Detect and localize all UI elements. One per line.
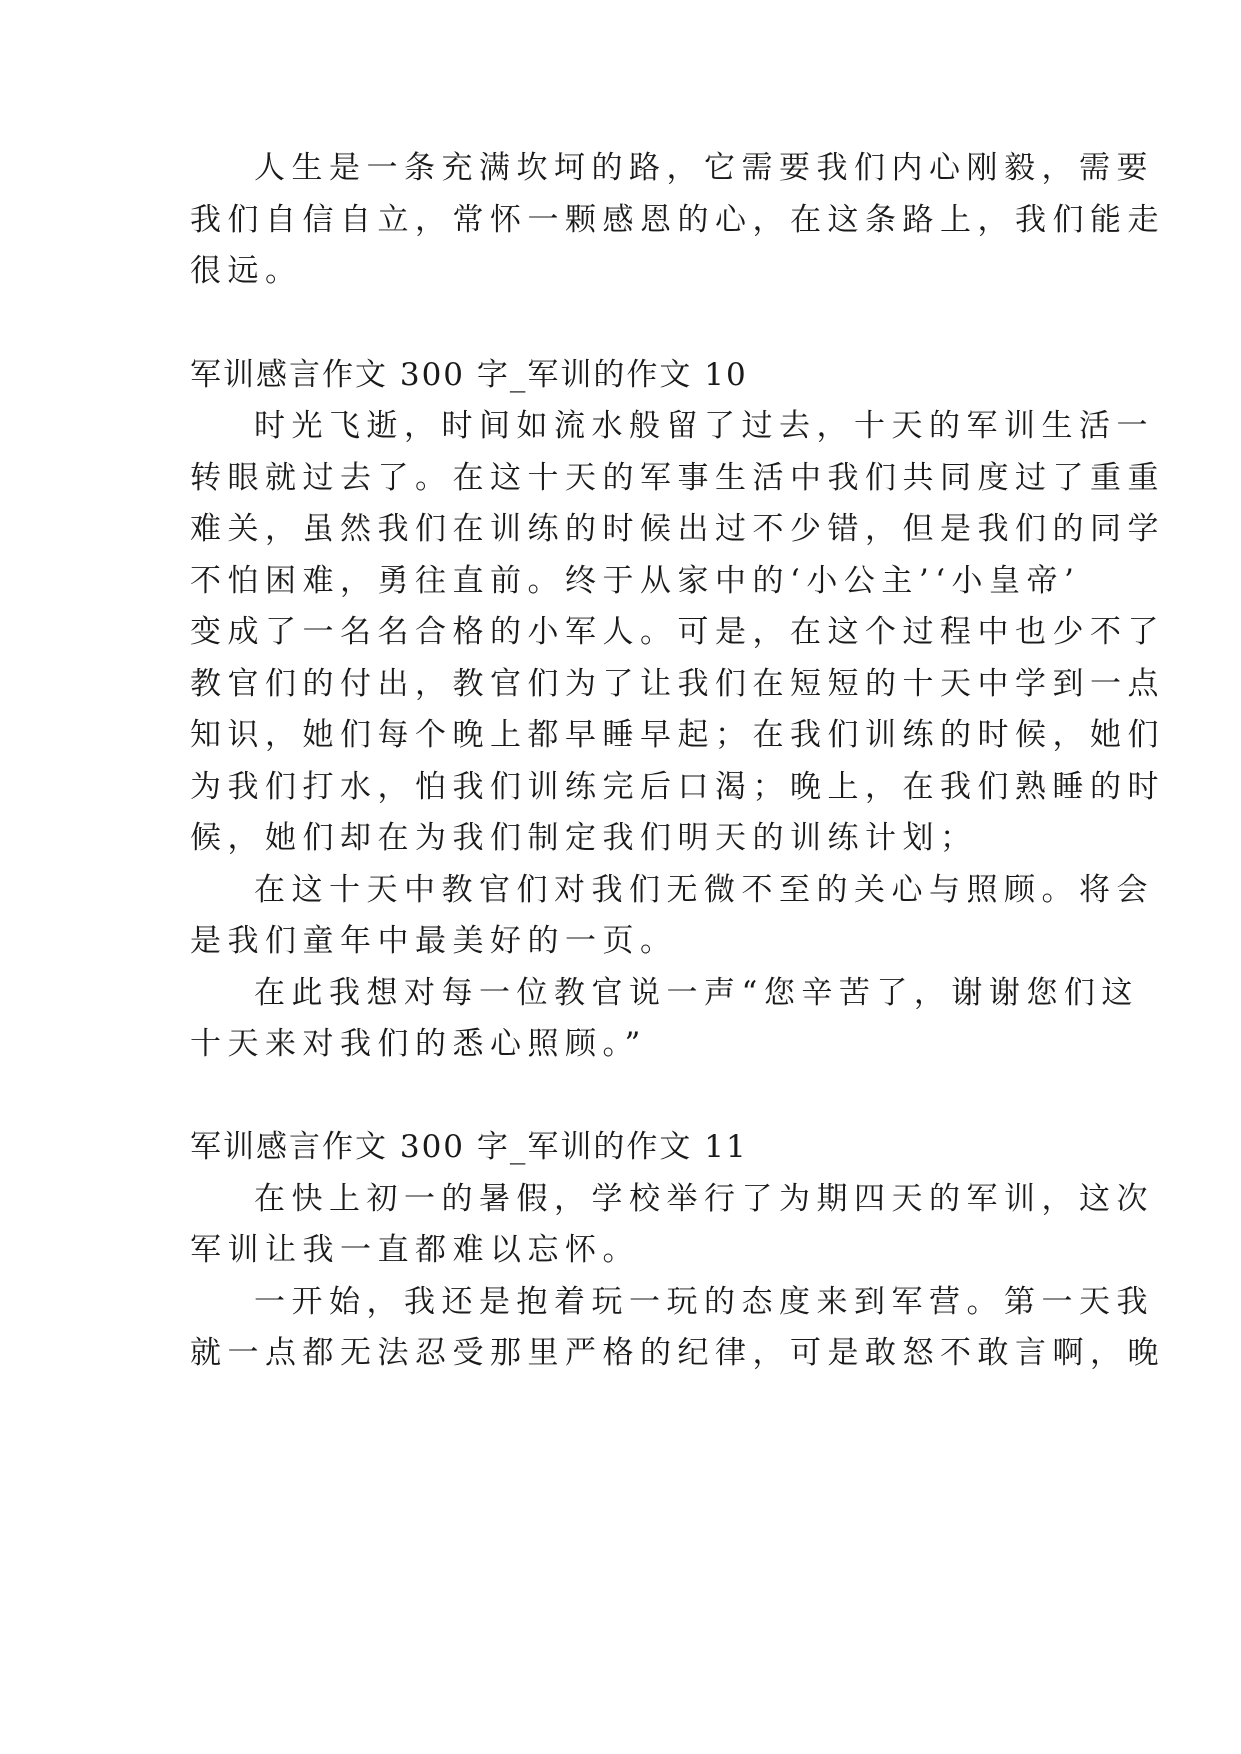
- section-heading: 军训感言作文 300 字_军训的作文 11: [190, 1129, 748, 1165]
- paragraph-line: 变成了一名名合格的小军人。可是，在这个过程中也少不了: [190, 614, 1165, 650]
- paragraph-line: 就一点都无法忍受那里严格的纪律，可是敢怒不敢言啊，晚: [190, 1335, 1165, 1371]
- paragraph-line: 为我们打水，怕我们训练完后口渴；晚上，在我们熟睡的时: [190, 769, 1165, 805]
- paragraph-line: 军训让我一直都难以忘怀。: [190, 1232, 640, 1268]
- paragraph-line: 一开始，我还是抱着玩一玩的态度来到军营。第一天我: [254, 1284, 1154, 1320]
- paragraph-line: 教官们的付出，教官们为了让我们在短短的十天中学到一点: [190, 666, 1165, 702]
- paragraph-line: 知识，她们每个晚上都早睡早起；在我们训练的时候，她们: [190, 717, 1165, 753]
- section-heading: 军训感言作文 300 字_军训的作文 10: [190, 357, 748, 393]
- paragraph-line: 转眼就过去了。在这十天的军事生活中我们共同度过了重重: [190, 460, 1165, 496]
- paragraph-line: 在这十天中教官们对我们无微不至的关心与照顾。将会: [254, 872, 1154, 908]
- paragraph-line: 很远。: [190, 253, 303, 289]
- paragraph-line: 在快上初一的暑假，学校举行了为期四天的军训，这次: [254, 1181, 1154, 1217]
- paragraph-line: 十天来对我们的悉心照顾。”: [190, 1026, 647, 1062]
- paragraph-line: 时光飞逝，时间如流水般留了过去，十天的军训生活一: [254, 408, 1154, 444]
- paragraph-line: 候，她们却在为我们制定我们明天的训练计划；: [190, 820, 978, 856]
- paragraph-line: 在此我想对每一位教官说一声“您辛苦了，谢谢您们这: [254, 975, 1139, 1011]
- paragraph-line: 是我们童年中最美好的一页。: [190, 923, 678, 959]
- paragraph-line: 难关，虽然我们在训练的时候出过不少错，但是我们的同学: [190, 511, 1165, 547]
- paragraph-line: 我们自信自立，常怀一颗感恩的心，在这条路上，我们能走: [190, 202, 1165, 238]
- paragraph-line: 不怕困难，勇往直前。终于从家中的‘小公主’‘小皇帝’: [190, 563, 1081, 599]
- paragraph-line: 人生是一条充满坎坷的路，它需要我们内心刚毅，需要: [254, 150, 1154, 186]
